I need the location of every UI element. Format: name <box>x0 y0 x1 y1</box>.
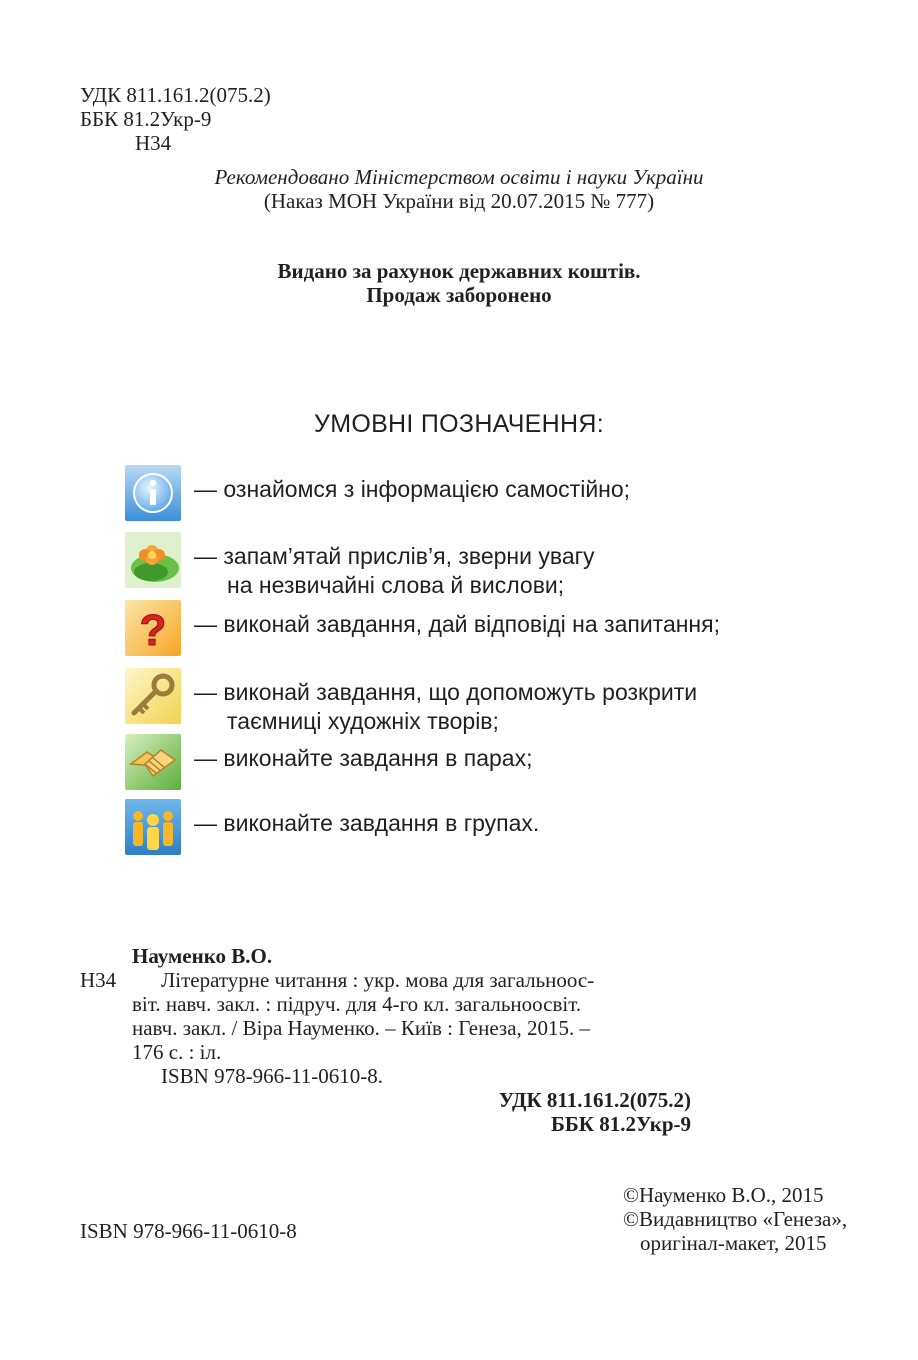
catalog-mark: Н34 <box>80 968 117 992</box>
catalog-bbk: ББК 81.2Укр-9 <box>551 1112 691 1136</box>
flower-icon <box>125 532 181 588</box>
footer-isbn: ISBN 978-966-11-0610-8 <box>80 1219 297 1243</box>
funding-notice: Видано за рахунок державних коштів. <box>277 259 641 283</box>
order-line: (Наказ МОН України від 20.07.2015 № 777) <box>263 189 655 213</box>
catalog-udk: УДК 811.161.2(075.2) <box>498 1088 691 1112</box>
copyright-layout: оригінал-макет, 2015 <box>640 1231 827 1255</box>
info-icon <box>125 465 181 521</box>
legend-text-proverb-1: — запам’ятай прислів’я, зверни увагу <box>194 543 595 569</box>
recommendation-line: Рекомендовано Міністерством освіти і науки України <box>214 165 704 189</box>
legend-text-questions: — виконай завдання, дай відповіді на запитання; <box>194 611 720 637</box>
legend-text-secrets-2: таємниці художніх творів; <box>227 708 499 734</box>
legend-title: УМОВНІ ПОЗНАЧЕННЯ: <box>314 410 604 438</box>
key-icon <box>125 668 181 724</box>
catalog-description-2: віт. навч. закл. : підруч. для 4-го кл. загальноосвіт. <box>132 992 582 1016</box>
sale-prohibited-notice: Продаж заборонено <box>366 283 552 307</box>
copyright-publisher: ©Видавництво «Генеза», <box>623 1207 848 1231</box>
legend-text-pairs: — виконайте завдання в парах; <box>194 745 533 771</box>
legend-text-proverb-2: на незвичайні слова й вислови; <box>227 572 565 598</box>
question-mark-icon <box>125 600 181 656</box>
legend-text-groups: — виконайте завдання в групах. <box>194 810 540 836</box>
catalog-description-3: навч. закл. / Віра Науменко. – Київ : Генеза, 2015. – <box>132 1016 591 1040</box>
svg-text:?: ? <box>139 606 167 655</box>
catalog-author: Науменко В.О. <box>132 944 273 968</box>
author-mark: Н34 <box>135 131 172 155</box>
catalog-isbn: ISBN 978-966-11-0610-8. <box>161 1064 384 1088</box>
group-icon <box>125 799 181 855</box>
udk-code: УДК 811.161.2(075.2) <box>80 83 271 107</box>
catalog-description-1: Літературне читання : укр. мова для загальноос- <box>161 968 595 992</box>
catalog-description-4: 176 с. : іл. <box>132 1040 222 1064</box>
copyright-author: ©Науменко В.О., 2015 <box>623 1183 824 1207</box>
bbk-code: ББК 81.2Укр-9 <box>80 107 212 131</box>
legend-text-secrets-1: — виконай завдання, що допоможуть розкрити <box>194 679 698 705</box>
handshake-icon <box>125 734 181 790</box>
legend-text-info: — ознайомся з інформацією самостійно; <box>194 476 631 502</box>
